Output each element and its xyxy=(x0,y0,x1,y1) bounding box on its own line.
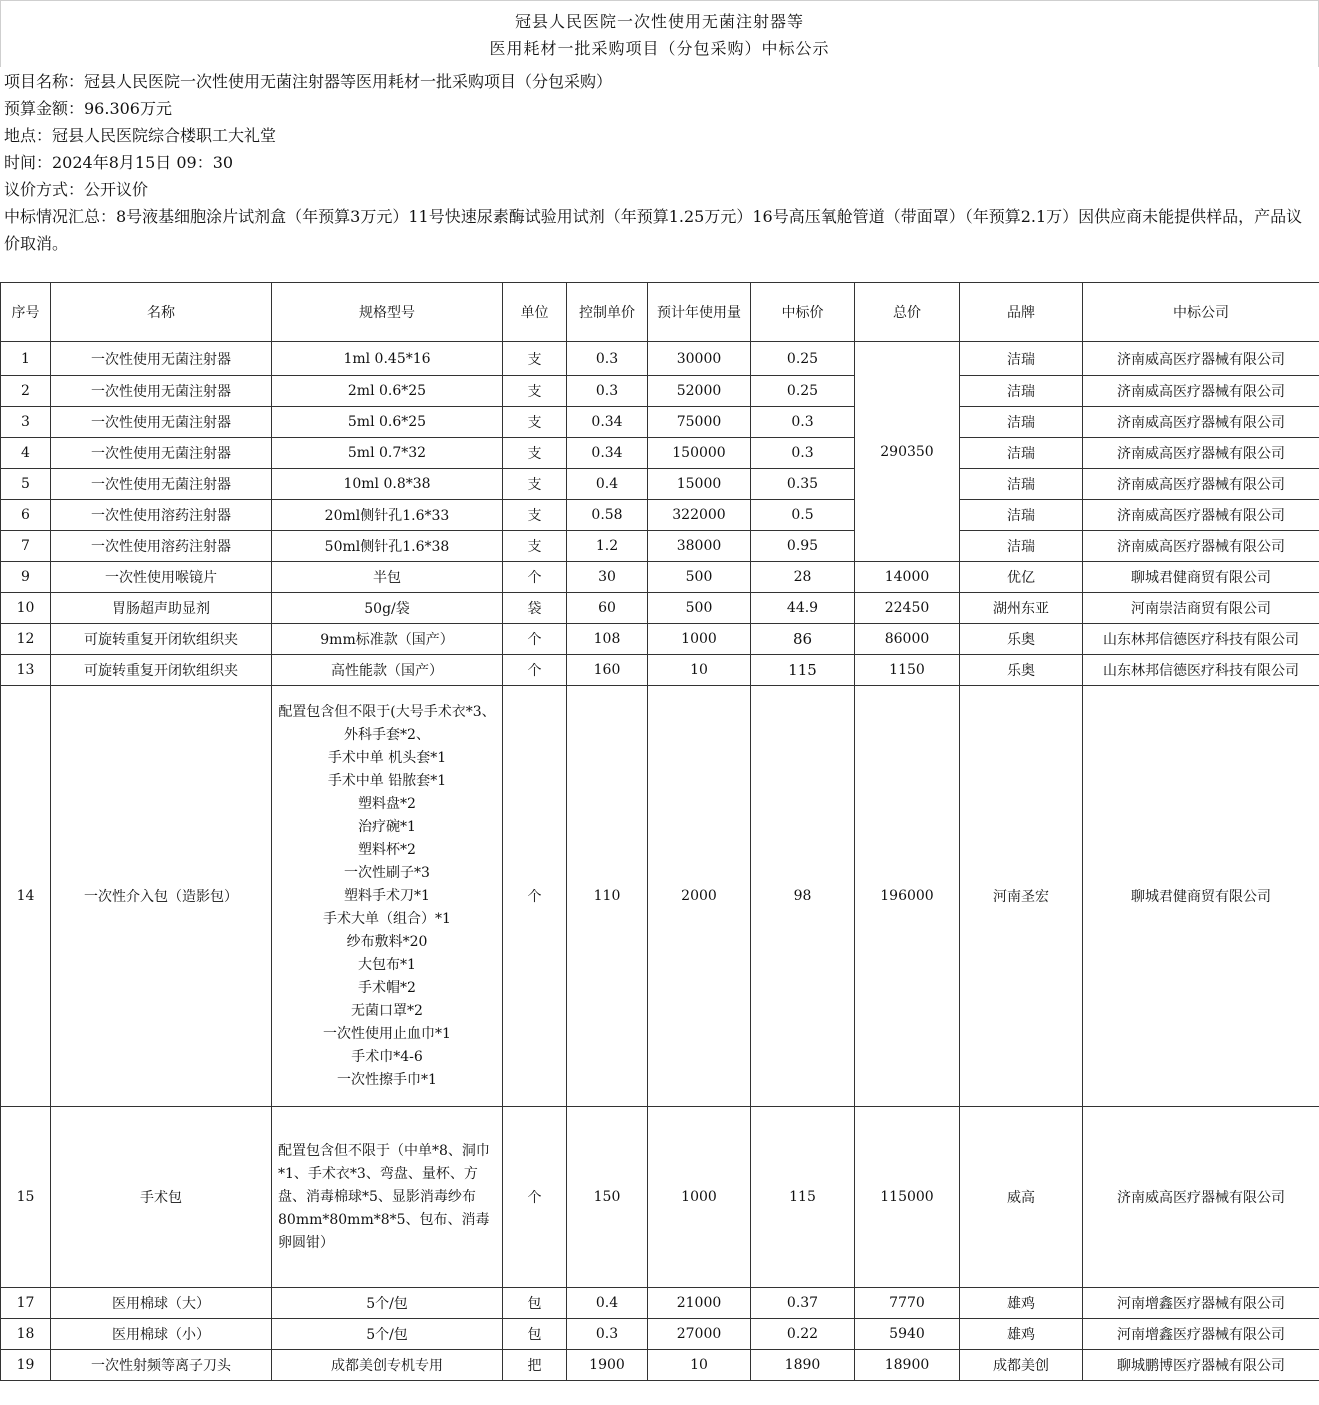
col-header: 规格型号 xyxy=(272,283,503,342)
cell-no: 18 xyxy=(1,1319,51,1350)
cell-name: 一次性使用无菌注射器 xyxy=(51,438,272,469)
cell-bid-price: 0.3 xyxy=(751,438,855,469)
cell-qty: 75000 xyxy=(648,407,751,438)
cell-no: 12 xyxy=(1,624,51,655)
cell-unit: 包 xyxy=(503,1288,567,1319)
table-row xyxy=(1,342,1319,376)
cell-brand: 洁瑞 xyxy=(960,407,1083,438)
cell-unit: 支 xyxy=(503,376,567,407)
cell-qty: 150000 xyxy=(648,438,751,469)
cell-spec: 半包 xyxy=(272,562,503,593)
title-line-2: 医用耗材一批采购项目（分包采购）中标公示 xyxy=(489,39,830,58)
cell-bid-price: 86 xyxy=(751,624,855,655)
cell-ctrl-price: 0.3 xyxy=(567,342,648,376)
cell-unit: 个 xyxy=(503,686,567,1107)
cell-qty: 30000 xyxy=(648,342,751,376)
cell-brand: 洁瑞 xyxy=(960,376,1083,407)
cell-qty: 10 xyxy=(648,1350,751,1381)
cell-name: 胃肠超声助显剂 xyxy=(51,593,272,624)
cell-brand: 威高 xyxy=(960,1107,1083,1288)
cell-qty: 500 xyxy=(648,593,751,624)
cell-bid-price: 0.22 xyxy=(751,1319,855,1350)
cell-name: 可旋转重复开闭软组织夹 xyxy=(51,655,272,686)
cell-qty: 38000 xyxy=(648,531,751,562)
cell-no: 15 xyxy=(1,1107,51,1288)
cell-total: 7770 xyxy=(855,1288,960,1319)
table-row xyxy=(1,655,1319,686)
cell-group-total: 290350 xyxy=(855,342,960,562)
cell-qty: 322000 xyxy=(648,500,751,531)
cell-ctrl-price: 0.4 xyxy=(567,469,648,500)
cell-company: 河南增鑫医疗器械有限公司 xyxy=(1083,1319,1319,1350)
cell-qty: 10 xyxy=(648,655,751,686)
cell-ctrl-price: 150 xyxy=(567,1107,648,1288)
cell-brand: 雄鸡 xyxy=(960,1288,1083,1319)
table-row xyxy=(1,1350,1319,1381)
cell-unit: 支 xyxy=(503,500,567,531)
cell-brand: 雄鸡 xyxy=(960,1319,1083,1350)
cell-spec: 成都美创专机专用 xyxy=(272,1350,503,1381)
cell-ctrl-price: 108 xyxy=(567,624,648,655)
cell-brand: 洁瑞 xyxy=(960,469,1083,500)
col-header: 品牌 xyxy=(960,283,1083,342)
cell-no: 13 xyxy=(1,655,51,686)
cell-spec: 50ml侧针孔1.6*38 xyxy=(272,531,503,562)
cell-name: 一次性介入包（造影包） xyxy=(51,686,272,1107)
cell-ctrl-price: 160 xyxy=(567,655,648,686)
cell-ctrl-price: 0.58 xyxy=(567,500,648,531)
cell-ctrl-price: 1900 xyxy=(567,1350,648,1381)
cell-spec: 10ml 0.8*38 xyxy=(272,469,503,500)
cell-unit: 支 xyxy=(503,469,567,500)
cell-company: 聊城君健商贸有限公司 xyxy=(1083,562,1319,593)
cell-spec: 5ml 0.6*25 xyxy=(272,407,503,438)
cell-unit: 支 xyxy=(503,407,567,438)
cell-unit: 个 xyxy=(503,624,567,655)
cell-company: 济南威高医疗器械有限公司 xyxy=(1083,1107,1319,1288)
cell-total: 196000 xyxy=(855,686,960,1107)
cell-unit: 个 xyxy=(503,562,567,593)
col-header: 中标价 xyxy=(751,283,855,342)
cell-bid-price: 0.25 xyxy=(751,376,855,407)
cell-brand: 河南圣宏 xyxy=(960,686,1083,1107)
col-header: 总价 xyxy=(855,283,960,342)
cell-bid-price: 44.9 xyxy=(751,593,855,624)
cell-ctrl-price: 0.34 xyxy=(567,438,648,469)
cell-spec: 5个/包 xyxy=(272,1319,503,1350)
cell-ctrl-price: 0.3 xyxy=(567,1319,648,1350)
col-header: 预计年使用量 xyxy=(648,283,751,342)
cell-company: 济南威高医疗器械有限公司 xyxy=(1083,500,1319,531)
cell-qty: 15000 xyxy=(648,469,751,500)
cell-ctrl-price: 30 xyxy=(567,562,648,593)
cell-unit: 个 xyxy=(503,655,567,686)
cell-bid-price: 28 xyxy=(751,562,855,593)
cell-spec: 配置包含但不限于（中单*8、洞巾*1、手术衣*3、弯盘、量杯、方盘、消毒棉球*5、显影消毒纱布80mm*80mm*8*5、包布、消毒卵圆钳） xyxy=(272,1107,503,1288)
col-header: 控制单价 xyxy=(567,283,648,342)
cell-name: 医用棉球（小） xyxy=(51,1319,272,1350)
cell-company: 济南威高医疗器械有限公司 xyxy=(1083,407,1319,438)
cell-bid-price: 0.3 xyxy=(751,407,855,438)
title-line-1: 冠县人民医院一次性使用无菌注射器等 xyxy=(514,12,804,31)
table-row xyxy=(1,531,1319,562)
cell-ctrl-price: 1.2 xyxy=(567,531,648,562)
cell-name: 一次性使用溶药注射器 xyxy=(51,500,272,531)
cell-unit: 把 xyxy=(503,1350,567,1381)
cell-spec: 高性能款（国产） xyxy=(272,655,503,686)
cell-qty: 500 xyxy=(648,562,751,593)
cell-bid-price: 98 xyxy=(751,686,855,1107)
cell-brand: 优亿 xyxy=(960,562,1083,593)
cell-brand: 乐奥 xyxy=(960,655,1083,686)
cell-no: 5 xyxy=(1,469,51,500)
time: 时间：2024年8月15日 09：30 xyxy=(4,153,234,172)
award-table xyxy=(0,282,1319,1381)
cell-brand: 洁瑞 xyxy=(960,500,1083,531)
cell-no: 6 xyxy=(1,500,51,531)
cell-total: 18900 xyxy=(855,1350,960,1381)
cell-name: 一次性使用无菌注射器 xyxy=(51,469,272,500)
cell-no: 3 xyxy=(1,407,51,438)
cell-company: 济南威高医疗器械有限公司 xyxy=(1083,438,1319,469)
cell-unit: 个 xyxy=(503,1107,567,1288)
cell-no: 7 xyxy=(1,531,51,562)
cell-no: 9 xyxy=(1,562,51,593)
cell-no: 4 xyxy=(1,438,51,469)
cell-bid-price: 0.95 xyxy=(751,531,855,562)
cell-brand: 洁瑞 xyxy=(960,438,1083,469)
cell-unit: 支 xyxy=(503,342,567,376)
cell-qty: 1000 xyxy=(648,1107,751,1288)
cell-name: 一次性使用溶药注射器 xyxy=(51,531,272,562)
budget-amount: 预算金额：96.306万元 xyxy=(4,99,172,118)
table-row xyxy=(1,624,1319,655)
cell-company: 河南增鑫医疗器械有限公司 xyxy=(1083,1288,1319,1319)
cell-unit: 袋 xyxy=(503,593,567,624)
cell-brand: 乐奥 xyxy=(960,624,1083,655)
cell-spec: 配置包含但不限于(大号手术衣*3、 外科手套*2、 手术中单 机头套*1 手术中单 铅脓套*1 塑料盘*2 治疗碗*1 塑料杯*2 一次性刷子*3 塑料手术刀*1 手术大单（组合）*1 纱布敷料*20 大包布*1 手术帽*2 无菌口罩*2 一次性使用止血巾*1 手术巾*4-6 一次性擦手巾*1 xyxy=(272,686,503,1107)
cell-company: 济南威高医疗器械有限公司 xyxy=(1083,531,1319,562)
cell-qty: 27000 xyxy=(648,1319,751,1350)
cell-spec: 9mm标准款（国产） xyxy=(272,624,503,655)
table-header-row xyxy=(1,283,1319,342)
cell-ctrl-price: 0.4 xyxy=(567,1288,648,1319)
table-row xyxy=(1,407,1319,438)
cell-spec: 5个/包 xyxy=(272,1288,503,1319)
cell-total: 1150 xyxy=(855,655,960,686)
cell-bid-price: 115 xyxy=(751,655,855,686)
cell-ctrl-price: 0.34 xyxy=(567,407,648,438)
cell-total: 115000 xyxy=(855,1107,960,1288)
table-row xyxy=(1,469,1319,500)
project-name: 项目名称：冠县人民医院一次性使用无菌注射器等医用耗材一批采购项目（分包采购） xyxy=(4,72,613,91)
cell-brand: 成都美创 xyxy=(960,1350,1083,1381)
cell-bid-price: 1890 xyxy=(751,1350,855,1381)
cell-name: 医用棉球（大） xyxy=(51,1288,272,1319)
cell-bid-price: 0.37 xyxy=(751,1288,855,1319)
cell-brand: 洁瑞 xyxy=(960,342,1083,376)
col-header: 单位 xyxy=(503,283,567,342)
cell-name: 一次性射频等离子刀头 xyxy=(51,1350,272,1381)
cell-company: 聊城鹏博医疗器械有限公司 xyxy=(1083,1350,1319,1381)
cell-bid-price: 0.35 xyxy=(751,469,855,500)
cell-no: 10 xyxy=(1,593,51,624)
cell-total: 22450 xyxy=(855,593,960,624)
cell-bid-price: 0.5 xyxy=(751,500,855,531)
cell-no: 1 xyxy=(1,342,51,376)
table-row xyxy=(1,1288,1319,1319)
table-row xyxy=(1,1107,1319,1288)
cell-company: 山东林邦信德医疗科技有限公司 xyxy=(1083,655,1319,686)
cell-unit: 包 xyxy=(503,1319,567,1350)
table-row xyxy=(1,593,1319,624)
cell-brand: 湖州东亚 xyxy=(960,593,1083,624)
cell-name: 可旋转重复开闭软组织夹 xyxy=(51,624,272,655)
cell-company: 山东林邦信德医疗科技有限公司 xyxy=(1083,624,1319,655)
project-info xyxy=(4,68,1316,257)
cell-spec: 5ml 0.7*32 xyxy=(272,438,503,469)
cell-company: 聊城君健商贸有限公司 xyxy=(1083,686,1319,1107)
table-row xyxy=(1,438,1319,469)
notice-title xyxy=(0,0,1319,67)
cell-company: 济南威高医疗器械有限公司 xyxy=(1083,342,1319,376)
cell-no: 2 xyxy=(1,376,51,407)
cell-unit: 支 xyxy=(503,531,567,562)
table-row xyxy=(1,376,1319,407)
cell-name: 一次性使用无菌注射器 xyxy=(51,376,272,407)
cell-qty: 1000 xyxy=(648,624,751,655)
cell-brand: 洁瑞 xyxy=(960,531,1083,562)
cell-name: 一次性使用喉镜片 xyxy=(51,562,272,593)
award-summary: 中标情况汇总：8号液基细胞涂片试剂盒（年预算3万元）11号快速尿素酶试验用试剂（年预算1.25万元）16号高压氧舱管道（带面罩）（年预算2.1万）因供应商未能提供样品，产品议价取消。 xyxy=(4,207,1303,253)
cell-spec: 1ml 0.45*16 xyxy=(272,342,503,376)
cell-ctrl-price: 60 xyxy=(567,593,648,624)
table-row xyxy=(1,1319,1319,1350)
cell-no: 14 xyxy=(1,686,51,1107)
col-header: 名称 xyxy=(51,283,272,342)
cell-spec: 50g/袋 xyxy=(272,593,503,624)
cell-company: 河南崇洁商贸有限公司 xyxy=(1083,593,1319,624)
cell-spec: 2ml 0.6*25 xyxy=(272,376,503,407)
cell-name: 一次性使用无菌注射器 xyxy=(51,407,272,438)
cell-bid-price: 0.25 xyxy=(751,342,855,376)
cell-no: 19 xyxy=(1,1350,51,1381)
cell-total: 14000 xyxy=(855,562,960,593)
cell-ctrl-price: 0.3 xyxy=(567,376,648,407)
col-header: 中标公司 xyxy=(1083,283,1319,342)
cell-total: 5940 xyxy=(855,1319,960,1350)
table-row xyxy=(1,562,1319,593)
cell-name: 手术包 xyxy=(51,1107,272,1288)
cell-company: 济南威高医疗器械有限公司 xyxy=(1083,469,1319,500)
negotiation-method: 议价方式：公开议价 xyxy=(4,180,149,199)
cell-ctrl-price: 110 xyxy=(567,686,648,1107)
cell-qty: 21000 xyxy=(648,1288,751,1319)
cell-unit: 支 xyxy=(503,438,567,469)
col-header: 序号 xyxy=(1,283,51,342)
cell-name: 一次性使用无菌注射器 xyxy=(51,342,272,376)
cell-spec: 20ml侧针孔1.6*33 xyxy=(272,500,503,531)
cell-qty: 2000 xyxy=(648,686,751,1107)
cell-company: 济南威高医疗器械有限公司 xyxy=(1083,376,1319,407)
table-row xyxy=(1,500,1319,531)
cell-no: 17 xyxy=(1,1288,51,1319)
cell-total: 86000 xyxy=(855,624,960,655)
cell-bid-price: 115 xyxy=(751,1107,855,1288)
location: 地点：冠县人民医院综合楼职工大礼堂 xyxy=(4,126,277,145)
table-row xyxy=(1,686,1319,1107)
cell-qty: 52000 xyxy=(648,376,751,407)
